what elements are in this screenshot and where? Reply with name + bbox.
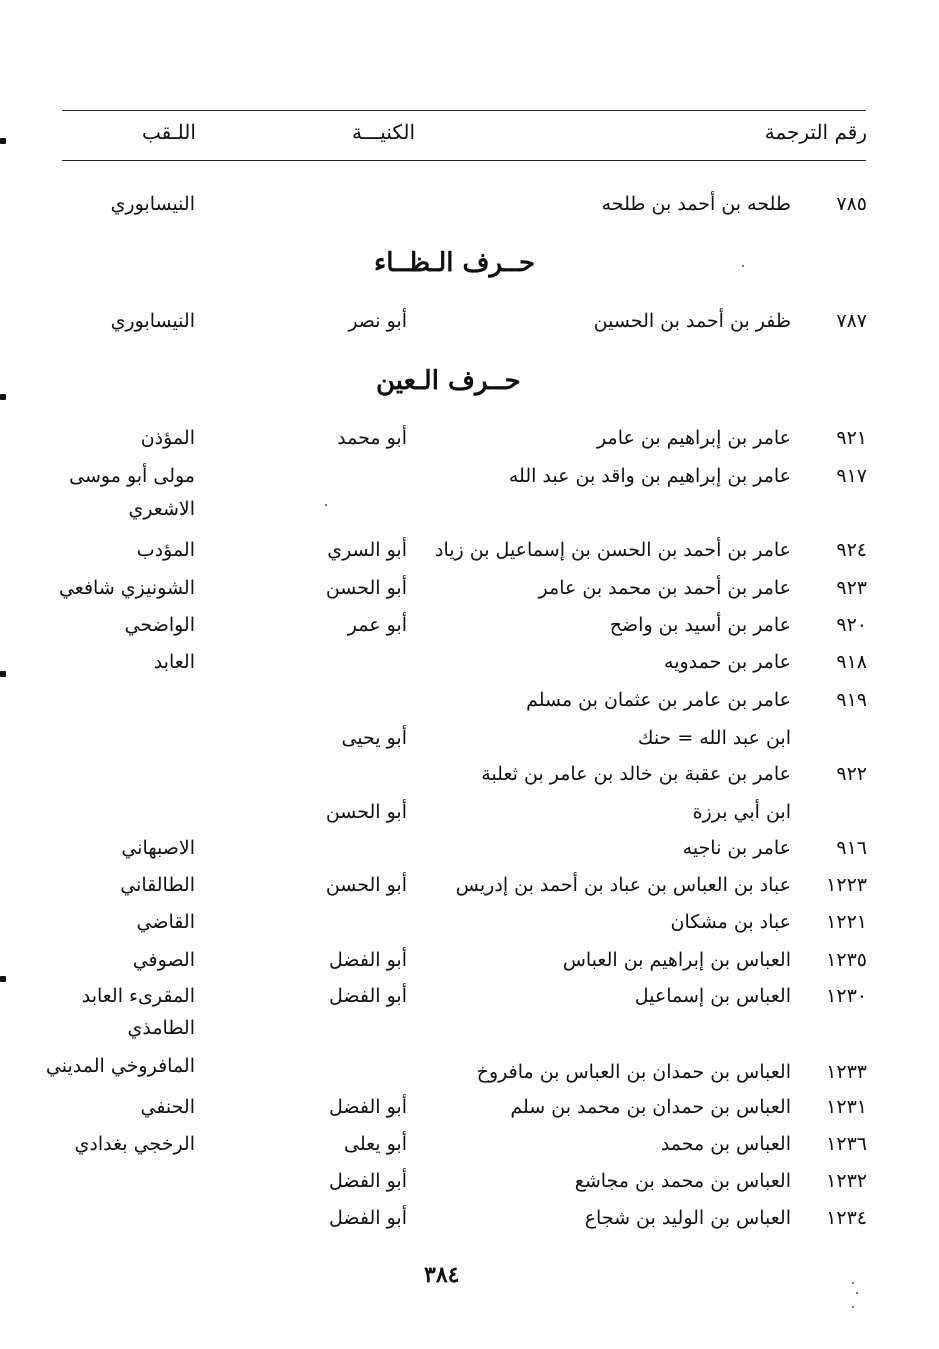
table-row <box>0 310 939 344</box>
entry-kunya: أبو الحسن <box>325 801 407 823</box>
entry-laqab: الشونيزي شافعي <box>58 577 195 599</box>
entry-name: عامر بن إبراهيم بن عامر <box>597 427 791 449</box>
entry-laqab: المؤذن <box>140 427 195 449</box>
entry-kunya: أبو الفضل <box>329 949 407 971</box>
entry-number: ٧٨٥ <box>836 193 867 215</box>
entry-name: عباد بن مشكان <box>670 911 791 933</box>
entry-number: ٩٢٢ <box>836 763 867 785</box>
header-number-column: رقم الترجمة <box>764 120 867 144</box>
entry-number: ٩١٧ <box>836 465 867 487</box>
entry-number: ٩٢٤ <box>836 539 867 561</box>
entry-name: العباس بن حمدان بن محمد بن سلم <box>510 1096 791 1118</box>
table-row <box>0 1133 939 1167</box>
table-row <box>0 801 939 835</box>
entry-number: ١٢٢٣ <box>826 874 867 896</box>
section-heading-zaa: حــرف الـظــاء <box>374 248 536 278</box>
entry-kunya: أبو الحسن <box>325 577 407 599</box>
entry-laqab: الصوفي <box>132 949 195 971</box>
entry-name: العباس بن حمدان بن العباس بن مافروخ <box>476 1061 791 1083</box>
entry-number: ١٢٣٣ <box>826 1061 867 1083</box>
entry-name: عامر بن حمدويه <box>664 651 791 673</box>
entry-laqab: الاصبهاني <box>121 837 195 859</box>
header-bottom-rule <box>62 160 866 161</box>
entry-kunya: أبو نصر <box>348 310 407 332</box>
entry-laqab: الاشعري <box>128 498 195 520</box>
entry-name: العباس بن إسماعيل <box>634 985 791 1007</box>
entry-number: ١٢٢١ <box>826 911 867 933</box>
section-heading-ain: حــرف الـعين <box>376 366 521 396</box>
scan-margin-mark <box>0 394 6 400</box>
entry-kunya: أبو عمر <box>347 614 407 636</box>
entry-name: عامر بن أسيد بن واضح <box>609 614 791 636</box>
table-row <box>0 874 939 908</box>
entry-name: عامر بن أحمد بن الحسن بن إسماعيل بن زياد <box>435 539 791 561</box>
scan-margin-mark <box>0 671 6 677</box>
entry-name: العباس بن الوليد بن شجاع <box>584 1207 791 1229</box>
entry-number: ٩٢٣ <box>836 577 867 599</box>
entry-laqab: الواضحي <box>124 614 195 636</box>
entry-laqab: المؤدب <box>136 539 195 561</box>
table-row <box>0 1096 939 1130</box>
scan-speck <box>742 265 744 267</box>
table-row <box>0 985 939 1019</box>
entry-kunya: أبو يعلى <box>343 1133 407 1155</box>
table-row <box>0 465 939 499</box>
entry-number: ٩١٨ <box>836 651 867 673</box>
entry-number: ٩٢١ <box>836 427 867 449</box>
table-row <box>0 911 939 945</box>
entry-laqab: القاضي <box>136 911 195 933</box>
page-number: ٣٨٤ <box>424 1262 460 1288</box>
entry-kunya: أبو محمد <box>337 427 407 449</box>
entry-laqab: المافروخي المديني <box>45 1055 195 1077</box>
entry-laqab: الرخجي بغدادي <box>74 1133 195 1155</box>
scan-speck <box>325 504 327 506</box>
entry-name: عامر بن أحمد بن محمد بن عامر <box>538 577 791 599</box>
entry-name: عامر بن عقبة بن خالد بن عامر بن ثعلبة <box>481 763 791 785</box>
scan-speck <box>852 1306 854 1308</box>
entry-laqab: الحنفي <box>140 1096 195 1118</box>
entry-name: عامر بن ناجيه <box>682 837 791 859</box>
table-row <box>0 651 939 685</box>
entry-kunya: أبو الحسن <box>325 874 407 896</box>
scan-margin-mark <box>0 976 6 982</box>
entry-number: ٩١٩ <box>836 689 867 711</box>
entry-kunya: أبو الفضل <box>329 1096 407 1118</box>
scan-speck <box>856 1292 858 1294</box>
scan-speck <box>852 1282 854 1284</box>
table-row <box>0 1061 939 1095</box>
table-row <box>0 498 939 532</box>
entry-name: العباس بن محمد بن مجاشع <box>574 1170 791 1192</box>
entry-kunya: أبو الفضل <box>329 1207 407 1229</box>
entry-kunya: أبو السري <box>327 539 407 561</box>
entry-number: ١٢٣٦ <box>826 1133 867 1155</box>
entry-laqab: النيسابوري <box>110 310 195 332</box>
table-row <box>0 689 939 723</box>
entry-laqab: الطامذي <box>127 1017 195 1039</box>
table-row <box>0 614 939 648</box>
table-row <box>0 193 939 227</box>
header-top-rule <box>62 110 866 111</box>
table-row <box>0 1170 939 1204</box>
entry-laqab: النيسابوري <box>110 193 195 215</box>
entry-number: ٩٢٠ <box>836 614 867 636</box>
entry-laqab: المقرىء العابد <box>81 985 195 1007</box>
table-row <box>0 1207 939 1241</box>
entry-number: ٩١٦ <box>836 837 867 859</box>
entry-name: العباس بن محمد <box>660 1133 791 1155</box>
entry-kunya: أبو الفضل <box>329 1170 407 1192</box>
entry-laqab: العابد <box>153 651 195 673</box>
table-row <box>0 577 939 611</box>
entry-name: ابن أبي برزة <box>692 801 791 823</box>
table-row <box>0 727 939 761</box>
table-row <box>0 837 939 871</box>
table-row <box>0 427 939 461</box>
entry-number: ١٢٣٠ <box>826 985 867 1007</box>
table-row <box>0 539 939 573</box>
table-row <box>0 1017 939 1051</box>
scan-margin-mark <box>0 138 6 144</box>
table-row <box>0 763 939 797</box>
entry-name: ظفر بن أحمد بن الحسين <box>593 310 791 332</box>
entry-number: ١٢٣٤ <box>826 1207 867 1229</box>
header-laqab-column: اللـقب <box>142 120 196 144</box>
table-row <box>0 949 939 983</box>
entry-laqab: مولى أبو موسى <box>69 465 195 487</box>
entry-name: عامر بن عامر بن عثمان بن مسلم <box>526 689 791 711</box>
header-kunya-column: الكنيـــة <box>352 120 416 144</box>
entry-laqab: الطالقاني <box>120 874 195 896</box>
entry-name: عامر بن إبراهيم بن واقد بن عبد الله <box>508 465 791 487</box>
entry-number: ١٢٣١ <box>826 1096 867 1118</box>
entry-kunya: أبو الفضل <box>329 985 407 1007</box>
entry-kunya: أبو يحيى <box>341 727 407 749</box>
entry-name: طلحه بن أحمد بن طلحه <box>601 193 791 215</box>
entry-name: عباد بن العباس بن عباد بن أحمد بن إدريس <box>455 874 791 896</box>
entry-number: ٧٨٧ <box>836 310 867 332</box>
entry-number: ١٢٣٥ <box>826 949 867 971</box>
entry-name: ابن عبد الله = حنك <box>637 727 791 749</box>
entry-name: العباس بن إبراهيم بن العباس <box>562 949 791 971</box>
entry-number: ١٢٣٢ <box>826 1170 867 1192</box>
